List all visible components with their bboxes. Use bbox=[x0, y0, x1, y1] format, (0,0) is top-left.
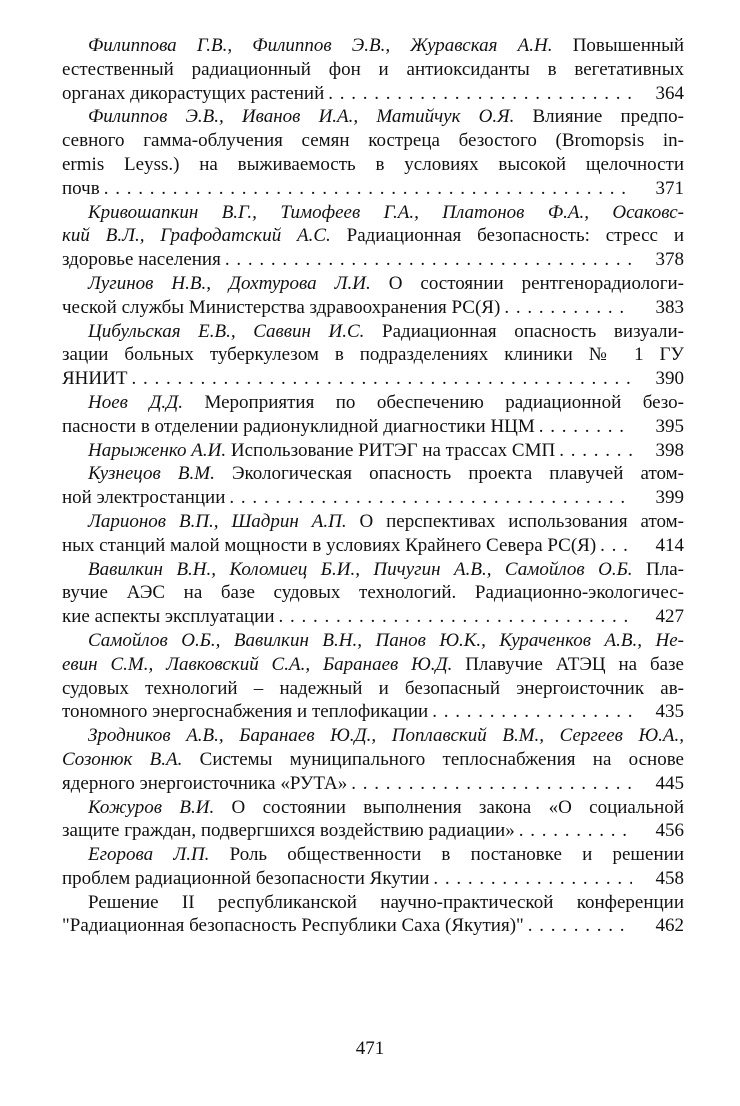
toc-title-text: вучие АЭС на базе судовых технологий. Радиационно-экологичес- bbox=[62, 582, 684, 604]
toc-entry bbox=[62, 462, 684, 510]
toc-title-text: Радиационная опасность визуали- bbox=[364, 320, 684, 342]
dot-leader bbox=[100, 177, 632, 201]
toc-entry-line bbox=[62, 153, 684, 177]
toc-entry-last-line bbox=[62, 177, 684, 201]
toc-title-text: зации больных туберкулезом в подразделениях клиники № 1 ГУ bbox=[62, 344, 684, 366]
toc-title-text: севного гамма-облучения семян костреца безостого (Bromopsis in- bbox=[62, 130, 684, 152]
dot-leader bbox=[347, 772, 632, 796]
dot-leader bbox=[428, 700, 632, 724]
toc-title-text: почв bbox=[62, 177, 100, 199]
toc-entry-line bbox=[62, 201, 684, 225]
toc-entry-line bbox=[62, 34, 684, 58]
toc-authors: Кривошапкин В.Г., Тимофеев Г.А., Платонов Ф.А., Осаковс- bbox=[88, 201, 684, 223]
toc-authors: Нарыженко А.И. bbox=[88, 439, 227, 461]
toc-title-text: ermis Leyss.) на выживаемость в условиях высокой щелочности bbox=[62, 153, 684, 175]
toc-title-text: Системы муниципального теплоснабжения на основе bbox=[182, 748, 684, 770]
toc-entry bbox=[62, 201, 684, 272]
table-of-contents bbox=[62, 34, 684, 938]
toc-title-text: ядерного энергоисточника «РУТА» bbox=[62, 772, 348, 794]
toc-page-number: 383 bbox=[655, 296, 684, 318]
toc-entry-line bbox=[62, 343, 684, 367]
dot-leader bbox=[515, 819, 632, 843]
toc-page-number: 445 bbox=[655, 772, 684, 794]
toc-entry-last-line bbox=[62, 248, 684, 272]
toc-authors: Кожуров В.И. bbox=[88, 796, 215, 818]
dot-leader bbox=[535, 415, 632, 439]
toc-line-text bbox=[62, 914, 524, 938]
toc-authors: евин С.М., Лавковский С.А., Баранаев Ю.Д. bbox=[62, 653, 453, 675]
toc-entry-last-line bbox=[62, 296, 684, 320]
toc-entry bbox=[62, 510, 684, 558]
toc-entry-line bbox=[62, 558, 684, 582]
toc-page-number: 390 bbox=[655, 368, 684, 390]
toc-title-text: О состоянии рентгенорадиологи- bbox=[370, 272, 684, 294]
toc-title-text: Повышенный bbox=[552, 35, 684, 56]
toc-entry-last-line bbox=[62, 819, 684, 843]
toc-entry-line bbox=[62, 843, 684, 867]
toc-authors: Филиппова Г.В., Филиппов Э.В., Журавская А.Н. bbox=[88, 35, 553, 56]
toc-title-text: ЯНИИТ bbox=[62, 368, 128, 390]
toc-authors: Егорова Л.П. bbox=[88, 844, 210, 866]
toc-entry bbox=[62, 34, 684, 105]
toc-line-text bbox=[62, 82, 324, 106]
toc-entry-last-line bbox=[62, 605, 684, 629]
toc-entry-last-line bbox=[62, 534, 684, 558]
toc-line-text bbox=[62, 177, 100, 201]
toc-entry-line bbox=[62, 748, 684, 772]
toc-page-number: 456 bbox=[655, 820, 684, 842]
toc-entry-line bbox=[62, 391, 684, 415]
toc-line-text bbox=[62, 772, 347, 796]
toc-title-text: Использование РИТЭГ на трассах СМП bbox=[226, 439, 556, 461]
dot-leader bbox=[500, 296, 632, 320]
toc-entry bbox=[62, 796, 684, 844]
toc-page-number: 414 bbox=[655, 534, 684, 556]
toc-authors: Вавилкин В.Н., Коломиец Б.И., Пичугин А.В., Самойлов О.Б. bbox=[88, 558, 633, 580]
toc-authors: Ноев Д.Д. bbox=[88, 391, 184, 413]
toc-entry bbox=[62, 891, 684, 939]
toc-page-number: 458 bbox=[655, 867, 684, 889]
dot-leader bbox=[596, 534, 632, 558]
toc-authors: Зродников А.В., Баранаев Ю.Д., Поплавский В.М., Сергеев Ю.А., bbox=[88, 725, 684, 747]
toc-page-number: 378 bbox=[655, 249, 684, 271]
page-number: 471 bbox=[355, 1038, 385, 1059]
toc-line-text bbox=[62, 367, 127, 391]
toc-title-text: Решение II республиканской научно-практической конференции bbox=[88, 891, 684, 913]
dot-leader bbox=[429, 867, 632, 891]
toc-entry bbox=[62, 320, 684, 391]
toc-entry-line bbox=[62, 462, 684, 486]
toc-entry-line bbox=[62, 129, 684, 153]
toc-entry-line bbox=[62, 653, 684, 677]
toc-line-text bbox=[62, 700, 428, 724]
toc-entry-last-line bbox=[62, 415, 684, 439]
toc-title-text: органах дикорастущих растений bbox=[62, 82, 325, 104]
toc-title-text: ной электростанции bbox=[62, 487, 226, 509]
toc-entry bbox=[62, 391, 684, 439]
toc-entry-line bbox=[62, 677, 684, 701]
toc-title-text: ных станций малой мощности в условиях Крайнего Севера РС(Я) bbox=[62, 534, 597, 556]
dot-leader bbox=[524, 914, 632, 938]
toc-entry-line bbox=[62, 58, 684, 82]
toc-entry-last-line bbox=[62, 486, 684, 510]
toc-entry-last-line bbox=[62, 914, 684, 938]
toc-page-number: 371 bbox=[655, 177, 684, 199]
toc-entry-line bbox=[62, 272, 684, 296]
toc-title-text: судовых технологий – надежный и безопасный энергоисточник ав- bbox=[62, 677, 684, 699]
toc-entry-line bbox=[62, 724, 684, 748]
toc-line-text bbox=[62, 415, 535, 439]
toc-title-text: проблем радиационной безопасности Якутии bbox=[62, 867, 430, 889]
dot-leader bbox=[324, 82, 632, 106]
toc-entry bbox=[62, 439, 684, 463]
toc-page-number: 399 bbox=[655, 487, 684, 509]
toc-entry-last-line bbox=[62, 772, 684, 796]
toc-title-text: естественный радиационный фон и антиоксиданты в вегетативных bbox=[62, 58, 684, 80]
dot-leader bbox=[275, 605, 632, 629]
toc-authors: Цибульская Е.В., Саввин И.С. bbox=[88, 320, 365, 342]
toc-page-number: 398 bbox=[655, 439, 684, 461]
toc-page-number: 462 bbox=[655, 915, 684, 937]
toc-entry-line bbox=[62, 320, 684, 344]
toc-title-text: здоровье населения bbox=[62, 249, 221, 271]
toc-page-number: 364 bbox=[655, 82, 684, 104]
toc-title-text: Влияние предпо- bbox=[514, 106, 684, 128]
toc-authors: Самойлов О.Б., Вавилкин В.Н., Панов Ю.К., Кураченков А.В., Не- bbox=[88, 629, 684, 651]
toc-line-text bbox=[88, 439, 555, 463]
toc-entry-line bbox=[62, 224, 684, 248]
toc-title-text: кие аспекты эксплуатации bbox=[62, 606, 275, 628]
toc-entry-line bbox=[62, 629, 684, 653]
toc-entry bbox=[62, 724, 684, 795]
toc-title-text: пасности в отделении радионуклидной диагностики НЦМ bbox=[62, 415, 535, 437]
toc-title-text: О состоянии выполнения закона «О социальной bbox=[214, 796, 684, 818]
toc-title-text: О перспективах использования атом- bbox=[346, 510, 684, 532]
toc-entry-last-line bbox=[62, 867, 684, 891]
toc-title-text: ческой службы Министерства здравоохранения РС(Я) bbox=[62, 296, 501, 318]
toc-page-number: 435 bbox=[655, 701, 684, 723]
toc-title-text: "Радиационная безопасность Республики Саха (Якутия)" bbox=[62, 915, 524, 937]
dot-leader bbox=[555, 439, 632, 463]
toc-title-text: Плавучие АТЭЦ на базе bbox=[452, 653, 684, 675]
toc-entry-line bbox=[62, 891, 684, 915]
toc-title-text: Мероприятия по обеспечению радиационной безо- bbox=[183, 391, 684, 413]
toc-entry-line bbox=[62, 796, 684, 820]
toc-entry bbox=[62, 558, 684, 629]
toc-entry-line bbox=[62, 581, 684, 605]
toc-title-text: Пла- bbox=[632, 558, 684, 580]
toc-line-text bbox=[62, 248, 221, 272]
dot-leader bbox=[127, 367, 632, 391]
dot-leader bbox=[221, 248, 632, 272]
toc-line-text bbox=[62, 296, 500, 320]
toc-entry-last-line bbox=[62, 82, 684, 106]
toc-entry-last-line bbox=[62, 367, 684, 391]
toc-title-text: Экологическая опасность проекта плавучей атом- bbox=[214, 463, 684, 485]
toc-line-text bbox=[62, 534, 596, 558]
toc-title-text: Радиационная безопасность: стресс и bbox=[330, 225, 684, 247]
toc-line-text bbox=[62, 605, 275, 629]
toc-authors: Ларионов В.П., Шадрин А.П. bbox=[88, 510, 347, 532]
toc-authors: Созонюк В.А. bbox=[62, 748, 183, 770]
toc-line-text bbox=[62, 486, 225, 510]
toc-entry bbox=[62, 843, 684, 891]
toc-entry-last-line bbox=[62, 439, 684, 463]
toc-title-text: Роль общественности в постановке и решении bbox=[209, 844, 684, 866]
toc-entry bbox=[62, 105, 684, 200]
toc-authors: Лугинов Н.В., Дохтурова Л.И. bbox=[88, 272, 371, 294]
toc-entry bbox=[62, 272, 684, 320]
toc-entry-line bbox=[62, 105, 684, 129]
toc-title-text: защите граждан, подвергшихся воздействию радиации» bbox=[62, 820, 515, 842]
toc-authors: Кузнецов В.М. bbox=[88, 463, 215, 485]
toc-line-text bbox=[62, 867, 429, 891]
toc-entry bbox=[62, 629, 684, 724]
dot-leader bbox=[225, 486, 632, 510]
toc-authors: кий В.Л., Графодатский А.С. bbox=[62, 225, 331, 247]
toc-title-text: тономного энергоснабжения и теплофикации bbox=[62, 701, 429, 723]
toc-entry-line bbox=[62, 510, 684, 534]
toc-authors: Филиппов Э.В., Иванов И.А., Матийчук О.Я. bbox=[88, 106, 515, 128]
toc-entry-last-line bbox=[62, 700, 684, 724]
toc-line-text bbox=[62, 819, 515, 843]
toc-page-number: 427 bbox=[655, 606, 684, 628]
toc-page-number: 395 bbox=[655, 415, 684, 437]
